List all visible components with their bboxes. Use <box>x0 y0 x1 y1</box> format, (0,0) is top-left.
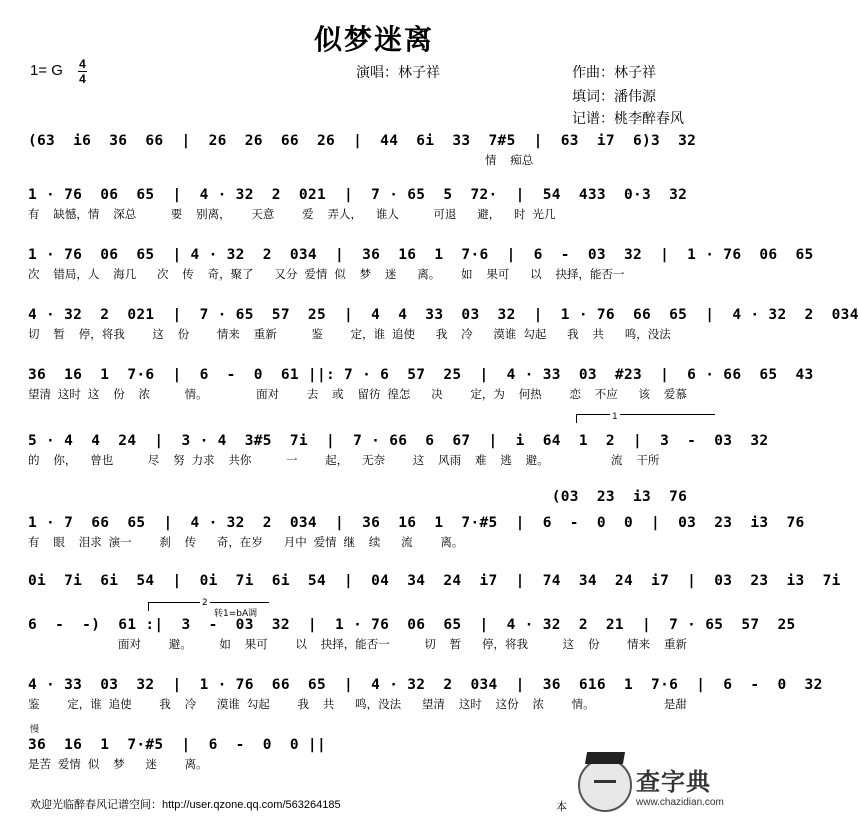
notes-row: (63 i6 36 66 | 26 26 66 26 | 44 6i 33 7#5 | 63 i7 6)3 32 <box>28 133 697 149</box>
lyrics-row: 情 痴总 <box>28 153 534 167</box>
lyrics-row: 有 缺憾，情 深总 要 别离， 天意 爱 弄人， 谁人 可退 避， 时 光几 <box>28 207 556 221</box>
notes-row: (03 23 i3 76 <box>28 489 688 505</box>
score-system-10 <box>28 614 796 652</box>
volta-1-label: 1 <box>612 412 618 422</box>
lyrics-row: 望清 这时 这 份 浓 情。 面对 去 或 留彷 徨怎 决 定，为 何热 恋 不应 该 爱慕 <box>28 387 687 401</box>
notes-row: 1 · 76 06 65 | 4 · 32 2 034 | 36 16 1 7·6 | 6 - 03 32 | 1 · 76 06 65 <box>28 247 814 263</box>
score-system-2 <box>28 184 718 222</box>
lyrics-row: 的 你， 曾也 尽 努 力求 共你 一 起， 无奈 这 风雨 难 逃 避。 流 干所 <box>28 453 660 467</box>
score-system-9 <box>28 570 841 592</box>
footer-text: 欢迎光临醉春风记谱空间：http://user.qzone.qq.com/563264185 <box>30 799 341 811</box>
notes-row: 36 16 1 7·6 | 6 - 0 61 ||: 7 · 6 57 25 | 4 · 33 03 #23 | 6 · 66 65 43 <box>28 367 814 383</box>
score-system-1 <box>28 130 718 168</box>
notes-row: 4 · 32 2 021 | 7 · 65 57 25 | 4 4 33 03 32 | 1 · 76 66 65 | 4 · 32 2 034 <box>28 307 859 323</box>
score-system-8 <box>28 512 805 550</box>
lyrics-row: 有 眼 泪求 演一 刹 传 奇，在岁 月中 爱情 继 续 流 离。 <box>28 535 464 549</box>
lyrics-row: 次 错局，人 海几 次 传 奇，聚了 又分 爱情 似 梦 迷 离。 如 果可 以 抉择，能否一 <box>28 267 625 281</box>
time-sig-top: 4 <box>79 57 86 71</box>
footer-stamp: 本 <box>556 800 567 813</box>
score-system-5 <box>28 364 814 402</box>
volta-1-bracket <box>576 414 715 423</box>
site-logo <box>578 752 738 818</box>
score-system-11 <box>28 674 823 712</box>
lyrics-row: 鉴 定，谁 追使 我 冷 漠谁 勾起 我 共 鸣，没法 望清 这时 这份 浓 情。 是甜 <box>28 697 687 711</box>
notes-row: 4 · 33 03 32 | 1 · 76 66 65 | 4 · 32 2 034 | 36 616 1 7·6 | 6 - 0 32 <box>28 677 823 693</box>
notes-row: 1 · 7 66 65 | 4 · 32 2 034 | 36 16 1 7·#5 | 6 - 0 0 | 03 23 i3 76 <box>28 515 805 531</box>
time-signature <box>78 58 87 85</box>
singer: 演唱：林子祥 <box>356 65 440 81</box>
song-title: 似梦迷离 <box>313 23 434 56</box>
score-system-3 <box>28 244 814 282</box>
composer: 作曲：林子祥 <box>572 65 656 81</box>
extra-lyric: 慢 <box>30 725 40 735</box>
notes-row: 36 16 1 7·#5 | 6 - 0 0 || <box>28 737 326 753</box>
score-system-7 <box>28 486 718 508</box>
key-signature: 1= G <box>30 62 63 79</box>
notes-row: 5 · 4 4 24 | 3 · 4 3#5 7i | 7 · 66 6 67 | i 64 1 2 | 3 - 03 32 <box>28 433 769 449</box>
notes-row: 0i 7i 6i 54 | 0i 7i 6i 54 | 04 34 24 i7 | 74 34 24 i7 | 03 23 i3 7i <box>28 573 841 589</box>
score-system-6 <box>28 430 769 468</box>
transcriber: 记谱：桃李醉春风 <box>572 111 684 127</box>
modulation-mark: 转1=bA调 <box>214 609 258 619</box>
lyrics-row: 切 暂 停，将我 这 份 情来 重新 鉴 定，谁 追使 我 冷 漠谁 勾起 我 共 鸣，没法 <box>28 327 671 341</box>
volta-2-label: 2 <box>202 598 208 608</box>
score-system-4 <box>28 304 859 342</box>
notes-row: 6 - -) 61 :| 3 - 03 32 | 1 · 76 06 65 | 4 · 32 2 21 | 7 · 65 57 25 <box>28 617 796 633</box>
lyrics-row: 是苦 爱情 似 梦 迷 离。 <box>28 757 208 771</box>
time-sig-bottom: 4 <box>79 72 86 86</box>
logo-brand <box>636 762 724 808</box>
lyricist: 填词：潘伟源 <box>572 89 656 105</box>
mascot-icon <box>578 758 632 812</box>
notes-row: 1 · 76 06 65 | 4 · 32 2 021 | 7 · 65 5 72· | 54 433 0·3 32 <box>28 187 688 203</box>
logo-url: www.chazidian.com <box>636 797 724 808</box>
lyrics-row: 面对 避。 如 果可 以 抉择，能否一 切 暂 停，将我 这 份 情来 重新 <box>28 637 688 651</box>
logo-name: 查字典 <box>636 768 711 796</box>
